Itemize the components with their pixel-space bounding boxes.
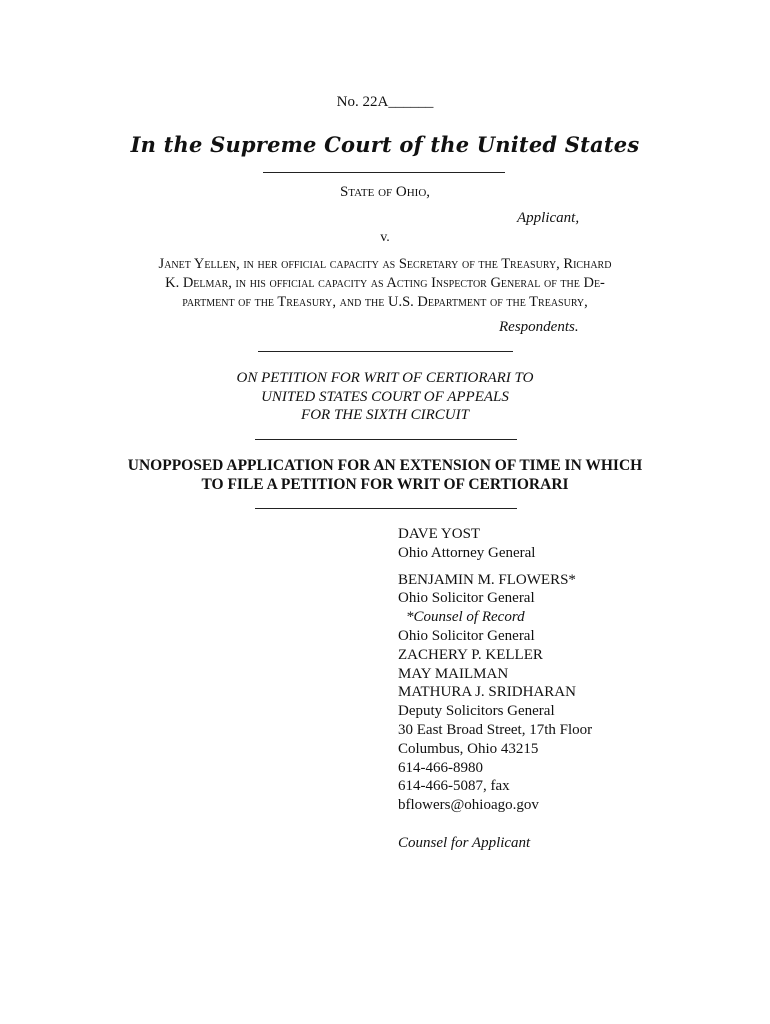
deputy-name: MATHURA J. SRIDHARAN — [398, 684, 576, 701]
respondents-line: K. Delmar, in his official capacity as Acting Inspector General of the De- — [165, 275, 605, 291]
solicitor-general-title: Ohio Solicitor General — [398, 590, 535, 607]
solicitor-general-name: BENJAMIN M. FLOWERS* — [398, 571, 576, 588]
address-line: Columbus, Ohio 43215 — [398, 740, 539, 757]
applicant-role: Applicant, — [517, 210, 580, 226]
attorney-general-title: Ohio Attorney General — [398, 544, 536, 561]
deputy-name: MAY MAILMAN — [398, 665, 509, 682]
title-line: UNOPPOSED APPLICATION FOR AN EXTENSION OF TIME IN WHICH — [127, 457, 643, 474]
divider — [263, 172, 505, 173]
counsel-closing: Counsel for Applicant — [398, 834, 531, 851]
respondents-line: partment of the Treasury, and the U.S. Department of the Treasury, — [182, 294, 588, 310]
attorney-general-name: DAVE YOST — [398, 526, 481, 542]
court-name: In the Supreme Court of the United States — [130, 132, 640, 157]
petition-line: UNITED STATES COURT OF APPEALS — [261, 388, 509, 405]
spacer — [398, 563, 592, 571]
email-address: bflowers@ohioago.gov — [398, 797, 539, 814]
respondents-role: Respondents. — [499, 319, 579, 335]
fax-number: 614-466-5087, fax — [398, 778, 510, 795]
solicitor-general-title-2: Ohio Solicitor General — [398, 627, 535, 644]
phone-number: 614-466-8980 — [398, 759, 483, 776]
applicant-party: State of Ohio, — [339, 184, 431, 200]
spacer — [398, 815, 592, 834]
document-title — [0, 456, 770, 494]
respondents-line: Janet Yellen, in her official capacity as Secretary of the Treasury, Richard — [158, 256, 612, 272]
deputies-title: Deputy Solicitors General — [398, 703, 555, 720]
petition-line: ON PETITION FOR WRIT OF CERTIORARI TO — [236, 370, 534, 386]
docket-number: No. 22A______ — [336, 94, 434, 110]
title-line: TO FILE A PETITION FOR WRIT OF CERTIORARI — [201, 476, 569, 493]
divider — [255, 439, 517, 440]
divider — [258, 351, 513, 352]
divider — [255, 508, 517, 509]
respondents-block — [94, 255, 676, 312]
deputy-name: ZACHERY P. KELLER — [398, 646, 543, 663]
counsel-of-record: *Counsel of Record — [406, 609, 525, 626]
versus: v. — [380, 230, 390, 245]
counsel-block — [398, 525, 592, 853]
address-line: 30 East Broad Street, 17th Floor — [398, 721, 593, 738]
petition-line: FOR THE SIXTH CIRCUIT — [301, 407, 469, 423]
petition-heading — [0, 369, 770, 425]
